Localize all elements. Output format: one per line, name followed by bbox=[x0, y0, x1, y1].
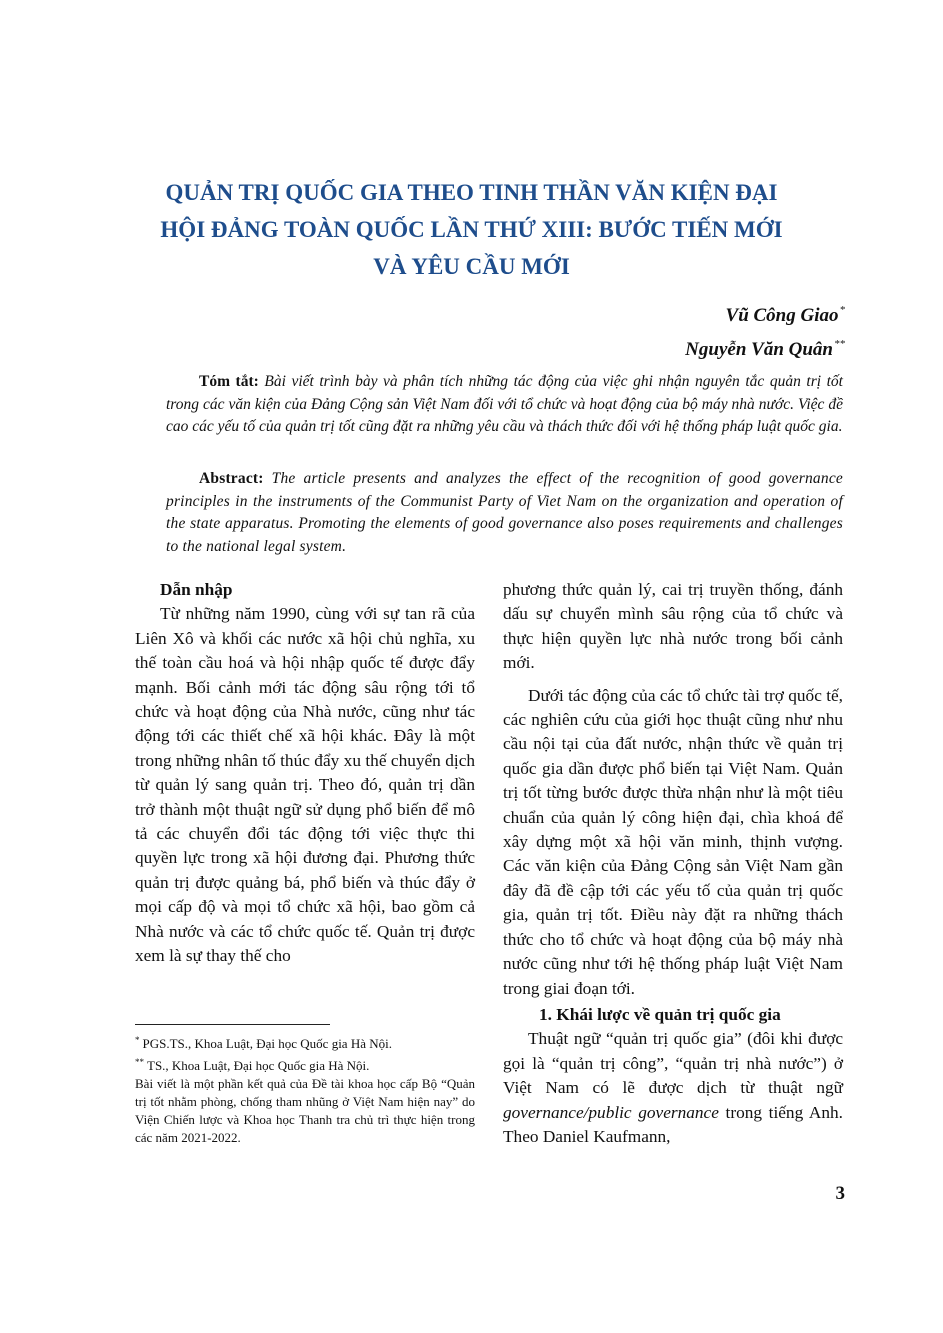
title-line-1: QUẢN TRỊ QUỐC GIA THEO TINH THẦN VĂN KIỆN ĐẠI bbox=[165, 180, 778, 205]
right-paragraph-2: Dưới tác động của các tổ chức tài trợ quốc tế, các nghiên cứu của giới học thuật cũng như nhu cầu nội tại của đất nước, nhận thức về quản trị quốc gia dần được phổ biến tại Việt Nam. Quản trị tốt từng bước được thừa nhận như là một tiêu chuẩn của quản lý công hiện đại, chìa khoá để xây dựng một xã hội văn minh, thịnh vượng. Các văn kiện của Đảng Cộng sản Việt Nam gần đây đã đề cập tới các yếu tố của quản trị quốc gia, quản trị tốt. Điều này đặt ra những thách thức cho tổ chức và hoạt động của bộ máy nhà nước cũng như tới hệ thống pháp luật Việt Nam trong giai đoạn tới. bbox=[503, 685, 843, 998]
author-2: Nguyễn Văn Quân** bbox=[685, 338, 845, 360]
right-paragraph-1: phương thức quản lý, cai trị truyền thống, đánh dấu sự chuyển mình sâu rộng của tổ chức và thực hiện quyền lực nhà nước trong bối cảnh mới. bbox=[503, 580, 843, 673]
author-list bbox=[685, 296, 845, 364]
title-line-3: VÀ YÊU CẦU MỚI bbox=[373, 254, 570, 279]
footnote-divider bbox=[135, 1024, 330, 1025]
footnote-1: * PGS.TS., Khoa Luật, Đại học Quốc gia Hà Nội. bbox=[135, 1035, 392, 1051]
footnote-3: Bài viết là một phần kết quả của Đề tài khoa học cấp Bộ “Quản trị tốt nhằm phòng, chống tham nhũng ở Việt Nam hiện nay” do Viện Chiến lược và Khoa học Thanh tra chủ trì thực hiện trong các năm 2021-2022. bbox=[135, 1076, 475, 1145]
footnote-2: ** TS., Khoa Luật, Đại học Quốc gia Hà Nội. bbox=[135, 1057, 370, 1073]
abstract-vietnamese bbox=[166, 371, 843, 439]
author-1-footnote-mark: * bbox=[839, 304, 845, 316]
article-title bbox=[120, 174, 823, 285]
right-paragraph-3: Thuật ngữ “quản trị quốc gia” (đôi khi được gọi là “quản trị công”, “quản trị nhà nước”) ở Việt Nam có lẽ được dịch từ thuật ngữ governance/public governance trong tiếng Anh. Theo Daniel Kaufmann, bbox=[503, 1029, 843, 1146]
abstract-en-text: The article presents and analyzes the effect of the recognition of good governance principles in the instruments of the Communist Party of Viet Nam on the organization and operation of the state apparatus. Promoting the elements of good governance also poses requirements and challenges to the national legal system. bbox=[166, 470, 843, 555]
left-column bbox=[135, 578, 475, 969]
title-line-2: HỘI ĐẢNG TOÀN QUỐC LẦN THỨ XIII: BƯỚC TIẾN MỚI bbox=[160, 217, 783, 242]
abstract-vi-text: Bài viết trình bày và phân tích những tác động của việc ghi nhận nguyên tắc quản trị tốt trong các văn kiện của Đảng Cộng sản Việt Nam đối với tổ chức và hoạt động của bộ máy nhà nước. Việc đề cao các yếu tố của quản trị tốt cũng đặt ra những yêu cầu và thách thức đối với hệ thống pháp luật quốc gia. bbox=[166, 373, 843, 435]
introduction-paragraph: Từ những năm 1990, cùng với sự tan rã của Liên Xô và khối các nước xã hội chủ nghĩa, xu thế toàn cầu hoá và hội nhập quốc tế được đẩy mạnh. Bối cảnh mới tác động sâu rộng tới tổ chức và hoạt động của Nhà nước, cũng như tác động tới các thiết chế xã hội khác. Đây là một trong những nhân tố thúc đẩy xu thế chuyển dịch từ quản lý sang quản trị. Theo đó, quản trị dần trở thành một thuật ngữ sử dụng phổ biến để mô tả các chuyển đổi tác động tới việc thực thi quyền lực trong xã hội đương đại. Phương thức quản trị được quảng bá, phổ biến và thúc đẩy ở mọi cấp độ và mọi tổ chức xã hội, bao gồm cả Nhà nước và các tổ chức quốc tế. Quản trị được xem là sự thay thế cho bbox=[135, 604, 475, 966]
right-column bbox=[503, 578, 843, 1149]
author-2-footnote-mark: ** bbox=[834, 338, 845, 350]
section-heading-1: 1. Khái lược về quản trị quốc gia bbox=[539, 1004, 781, 1024]
footnotes bbox=[135, 1031, 475, 1147]
term-governance: governance/public governance bbox=[503, 1102, 719, 1122]
author-1: Vũ Công Giao* bbox=[725, 304, 845, 326]
abstract-vi-label: Tóm tắt: bbox=[199, 373, 259, 390]
section-heading-introduction: Dẫn nhập bbox=[160, 580, 233, 599]
abstract-english bbox=[166, 468, 843, 558]
page-number: 3 bbox=[835, 1183, 845, 1204]
abstract-en-label: Abstract: bbox=[199, 470, 264, 487]
